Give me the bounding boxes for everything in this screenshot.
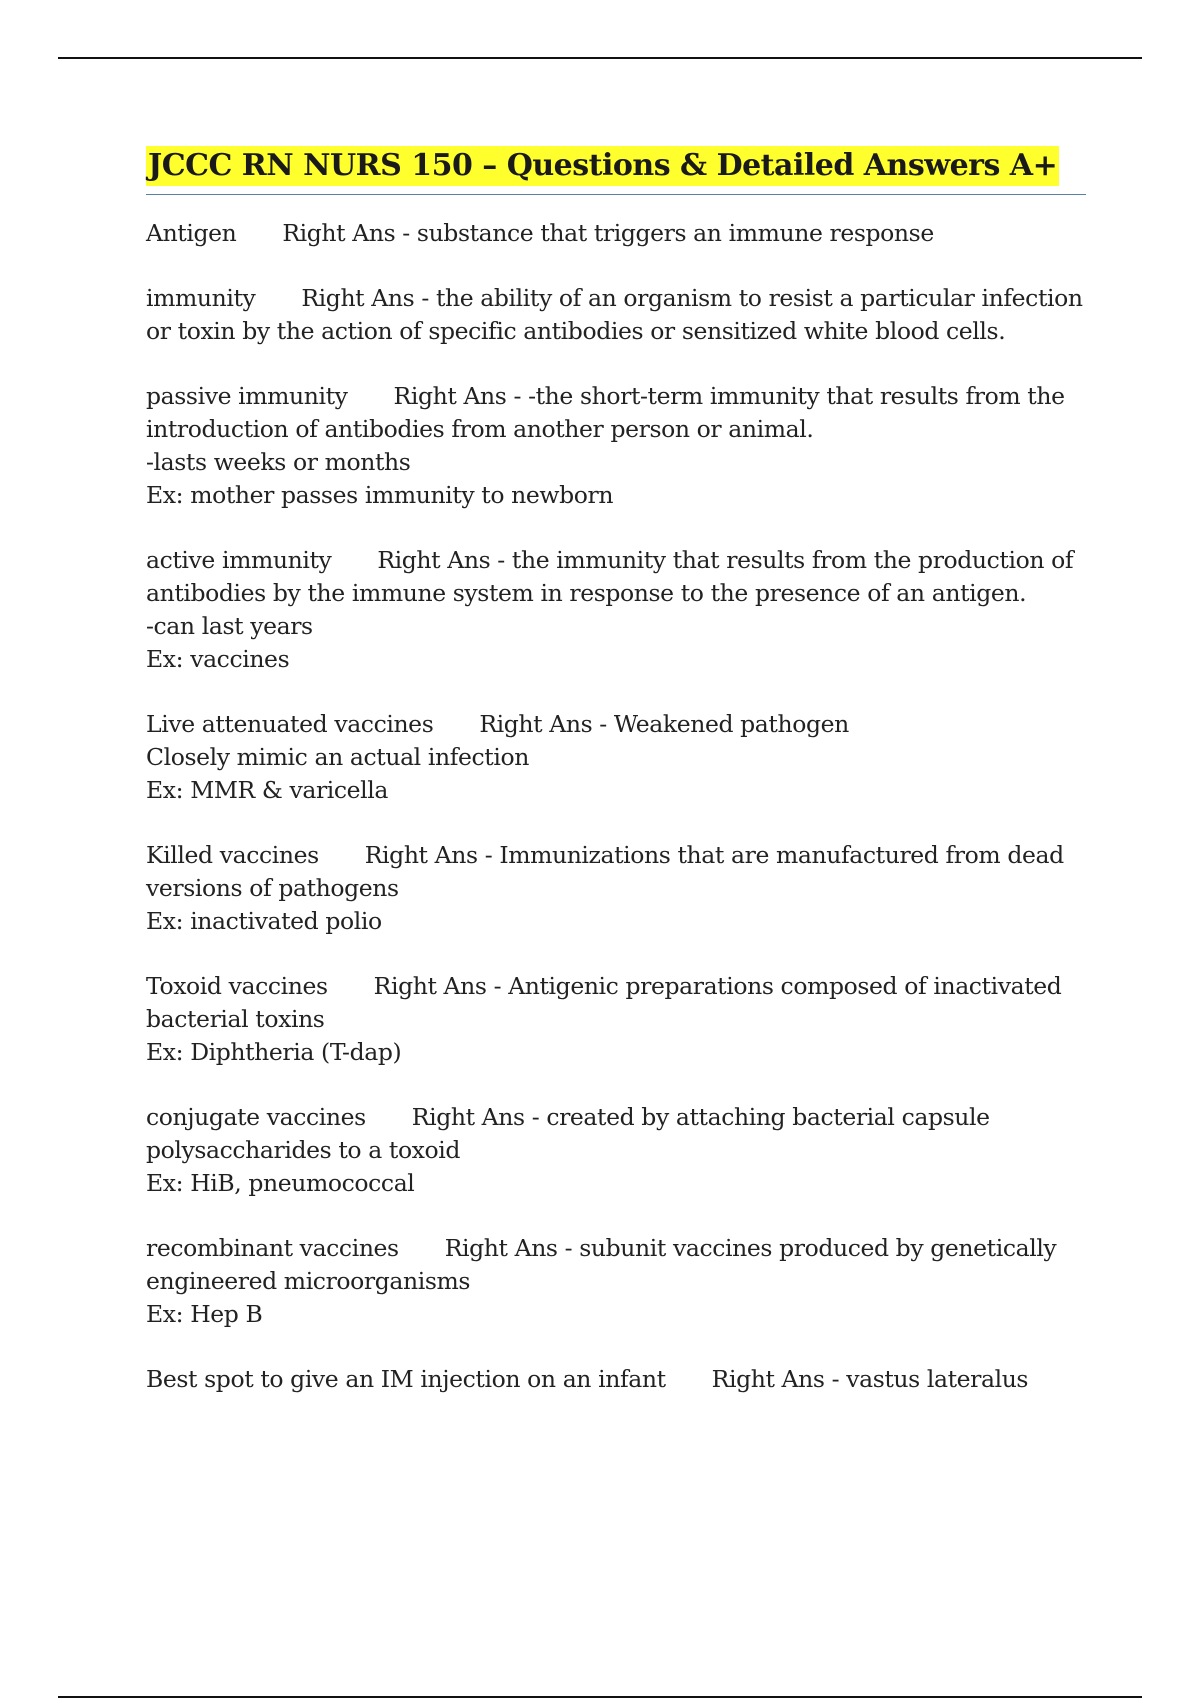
qa-extra-line: Ex: inactivated polio <box>146 907 382 935</box>
qa-entry <box>146 970 1086 1069</box>
header-rule <box>58 57 1142 59</box>
qa-term: Antigen <box>146 219 237 247</box>
qa-extra-line: Closely mimic an actual infection <box>146 743 529 771</box>
document-title: JCCC RN NURS 150 – Questions & Detailed Answers A+ <box>146 146 1059 186</box>
qa-extra-line: Ex: MMR & varicella <box>146 776 389 804</box>
qa-first-line <box>146 708 1086 741</box>
qa-answer: Right Ans - created by attaching bacterial capsule polysaccharides to a toxoid <box>146 1103 990 1164</box>
qa-term: Live attenuated vaccines <box>146 710 434 738</box>
qa-entry <box>146 217 1086 250</box>
qa-answer: Right Ans - -the short-term immunity that results from the introduction of antibodies from another person or animal. <box>146 382 1065 443</box>
qa-term: Best spot to give an IM injection on an infant <box>146 1365 666 1393</box>
qa-first-line <box>146 544 1086 610</box>
document-body <box>146 146 1086 1428</box>
qa-first-line <box>146 282 1086 348</box>
qa-answer: Right Ans - the immunity that results from the production of antibodies by the immune system in response to the presence of an antigen. <box>146 546 1074 607</box>
qa-list <box>146 217 1086 1396</box>
qa-extra-line: Ex: mother passes immunity to newborn <box>146 481 614 509</box>
qa-term: Killed vaccines <box>146 841 319 869</box>
qa-extra-line: -lasts weeks or months <box>146 448 411 476</box>
qa-answer: Right Ans - substance that triggers an immune response <box>282 219 934 247</box>
qa-first-line <box>146 970 1086 1036</box>
qa-answer: Right Ans - Immunizations that are manufactured from dead versions of pathogens <box>146 841 1064 902</box>
qa-extra-line: Ex: Diphtheria (T-dap) <box>146 1038 402 1066</box>
qa-answer: Right Ans - vastus lateralus <box>711 1365 1029 1393</box>
footer-rule <box>58 1696 1142 1698</box>
qa-answer: Right Ans - Weakened pathogen <box>479 710 849 738</box>
qa-entry <box>146 380 1086 512</box>
qa-first-line <box>146 1232 1086 1298</box>
qa-answer: Right Ans - the ability of an organism to resist a particular infection or toxin by the action of specific antibodies or sensitized white blood cells. <box>146 284 1083 345</box>
qa-entry <box>146 839 1086 938</box>
qa-extra-line: Ex: HiB, pneumococcal <box>146 1169 415 1197</box>
qa-first-line <box>146 1363 1086 1396</box>
qa-term: Toxoid vaccines <box>146 972 328 1000</box>
qa-answer: Right Ans - subunit vaccines produced by genetically engineered microorganisms <box>146 1234 1057 1295</box>
qa-entry <box>146 282 1086 348</box>
qa-term: active immunity <box>146 546 332 574</box>
qa-entry <box>146 1363 1086 1396</box>
qa-answer: Right Ans - Antigenic preparations composed of inactivated bacterial toxins <box>146 972 1062 1033</box>
qa-first-line <box>146 217 1086 250</box>
qa-extra-line: Ex: vaccines <box>146 645 290 673</box>
qa-term: recombinant vaccines <box>146 1234 399 1262</box>
qa-term: passive immunity <box>146 382 348 410</box>
qa-entry <box>146 708 1086 807</box>
qa-first-line <box>146 839 1086 905</box>
qa-entry <box>146 544 1086 676</box>
title-block <box>146 146 1086 195</box>
qa-entry <box>146 1232 1086 1331</box>
qa-extra-line: -can last years <box>146 612 313 640</box>
qa-term: conjugate vaccines <box>146 1103 366 1131</box>
qa-extra-line: Ex: Hep B <box>146 1300 263 1328</box>
qa-entry <box>146 1101 1086 1200</box>
qa-term: immunity <box>146 284 256 312</box>
qa-first-line <box>146 380 1086 446</box>
qa-first-line <box>146 1101 1086 1167</box>
